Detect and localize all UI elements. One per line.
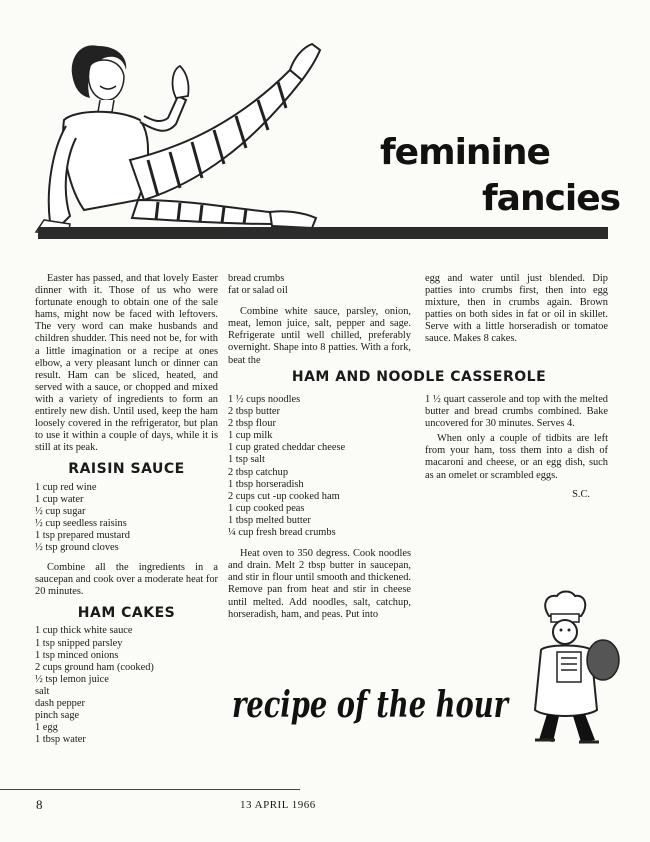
chef-illustration [505, 590, 623, 750]
list-item: 1 egg [35, 722, 58, 734]
intro-paragraph: Easter has passed, and that lovely Easter dinner with it. Those of us who were fortunate enough to obtain one of the sale hams, might now be faced with leftovers. The very word can make husbands and children shudder. This need not be, for with a little imagination or a recipe at ones elbow, a very pleasant lunch or dinner can result. Ham can be sliced, heated, and served with a sauce, or chopped and mixed with a variety of ingredients to form an entirely new dish. Until used, keep the ham loosely covered in the refrigerator, but plan to use it within a couple of days, while it is still at its peak. [35, 273, 218, 454]
column-2 [228, 273, 411, 367]
column-2-lower [228, 394, 411, 621]
list-item: dash pepper [35, 698, 85, 709]
list-item: ½ tsp ground cloves [35, 541, 119, 553]
list-item: bread crumbs [228, 273, 285, 284]
list-item: 1 cup water [35, 493, 84, 505]
list-item: 1 cup milk [228, 430, 273, 442]
column-3-top [425, 273, 608, 346]
list-item: 1 tbsp melted butter [228, 514, 311, 526]
list-item: 1 tsp minced onions [35, 649, 119, 661]
list-item: 1 tbsp horseradish [228, 478, 304, 490]
tidbits-paragraph: When only a couple of tidbits are left from your ham, toss them into a dish of macaroni and cheese, or an egg dish, such as an omelet or scrambled eggs. [425, 433, 608, 481]
list-item: 1 cup thick white sauce [35, 625, 133, 637]
list-item: 1 cup red wine [35, 481, 97, 493]
ham-cakes-method-cont: egg and water until just blended. Dip patties into crumbs first, then into egg mixture, then in crumbs again. Brown patties on both sides in fat or oil in skillet. Serve with a little horseradish or tomatoe sauce. Makes 8 cakes. [425, 273, 608, 345]
list-item: 1 ½ cups noodles [228, 394, 301, 405]
ham-cakes-method: Combine white sauce, parsley, onion, meat, lemon juice, salt, pepper and sage. Refrigerate until well chilled, preferably overnight. Shape into 8 patties. With a fork, beat the [228, 306, 411, 366]
header-rule [38, 227, 608, 239]
casserole-method: Heat oven to 350 degress. Cook noodles and drain. Melt 2 tbsp butter in saucepan, and stir in flour until smooth and thickened. Remove pan from heat and stir in cheese until melted. Add noodles, salt, catchup, horseradish, ham, and peas. Put into [228, 548, 411, 620]
list-item: 1 tbsp water [35, 734, 86, 746]
ham-cakes-ingredients-cont [228, 273, 411, 297]
list-item: pinch sage [35, 710, 80, 722]
page-title-line-2: fancies [482, 178, 621, 219]
list-item: 2 cups ground ham (cooked) [35, 661, 154, 673]
footer-rule [0, 789, 300, 790]
list-item: salt [35, 685, 50, 697]
recipe-of-the-hour-lettering [228, 675, 513, 735]
column-3-lower [425, 394, 608, 501]
issue-date: 13 APRIL 1966 [240, 799, 316, 811]
casserole-heading: HAM AND NOODLE CASSEROLE [291, 369, 547, 385]
raisin-sauce-ingredients [35, 482, 218, 555]
list-item: ½ cup seedless raisins [35, 517, 127, 529]
list-item: ¼ cup fresh bread crumbs [228, 527, 336, 539]
list-item: 2 tbsp flour [228, 418, 276, 430]
list-item: 1 tsp snipped parsley [35, 637, 123, 649]
casserole-ingredients [228, 394, 411, 539]
list-item: 1 tsp prepared mustard [35, 529, 130, 541]
page-number: 8 [36, 797, 43, 812]
list-item: 2 cups cut -up cooked ham [228, 490, 340, 502]
column-1 [35, 273, 218, 746]
list-item: 2 tbsp butter [228, 406, 280, 418]
author-signature: S.C. [572, 488, 590, 500]
list-item: 2 tbsp catchup [228, 466, 289, 478]
ham-cakes-ingredients [35, 625, 218, 746]
raisin-sauce-heading: RAISIN SAUCE [68, 461, 185, 478]
list-item: ½ cup sugar [35, 505, 86, 517]
list-item: 1 cup grated cheddar cheese [228, 442, 346, 454]
list-item: fat or salad oil [228, 285, 288, 297]
casserole-method-cont: 1 ½ quart casserole and top with the melted butter and bread crumbs combined. Bake uncovered for 30 minutes. Serves 4. [425, 394, 608, 430]
page-title-line-1: feminine [380, 132, 550, 173]
woman-illustration [20, 40, 360, 240]
raisin-sauce-method: Combine all the ingredients in a saucepan and cook over a moderate heat for 20 minutes. [35, 562, 218, 598]
list-item: 1 tsp salt [228, 454, 265, 466]
ham-cakes-heading: HAM CAKES [77, 605, 176, 622]
list-item: 1 cup cooked peas [228, 502, 305, 514]
list-item: ½ tsp lemon juice [35, 673, 109, 685]
svg-text:recipe of the hour: recipe of the hour [232, 684, 511, 726]
